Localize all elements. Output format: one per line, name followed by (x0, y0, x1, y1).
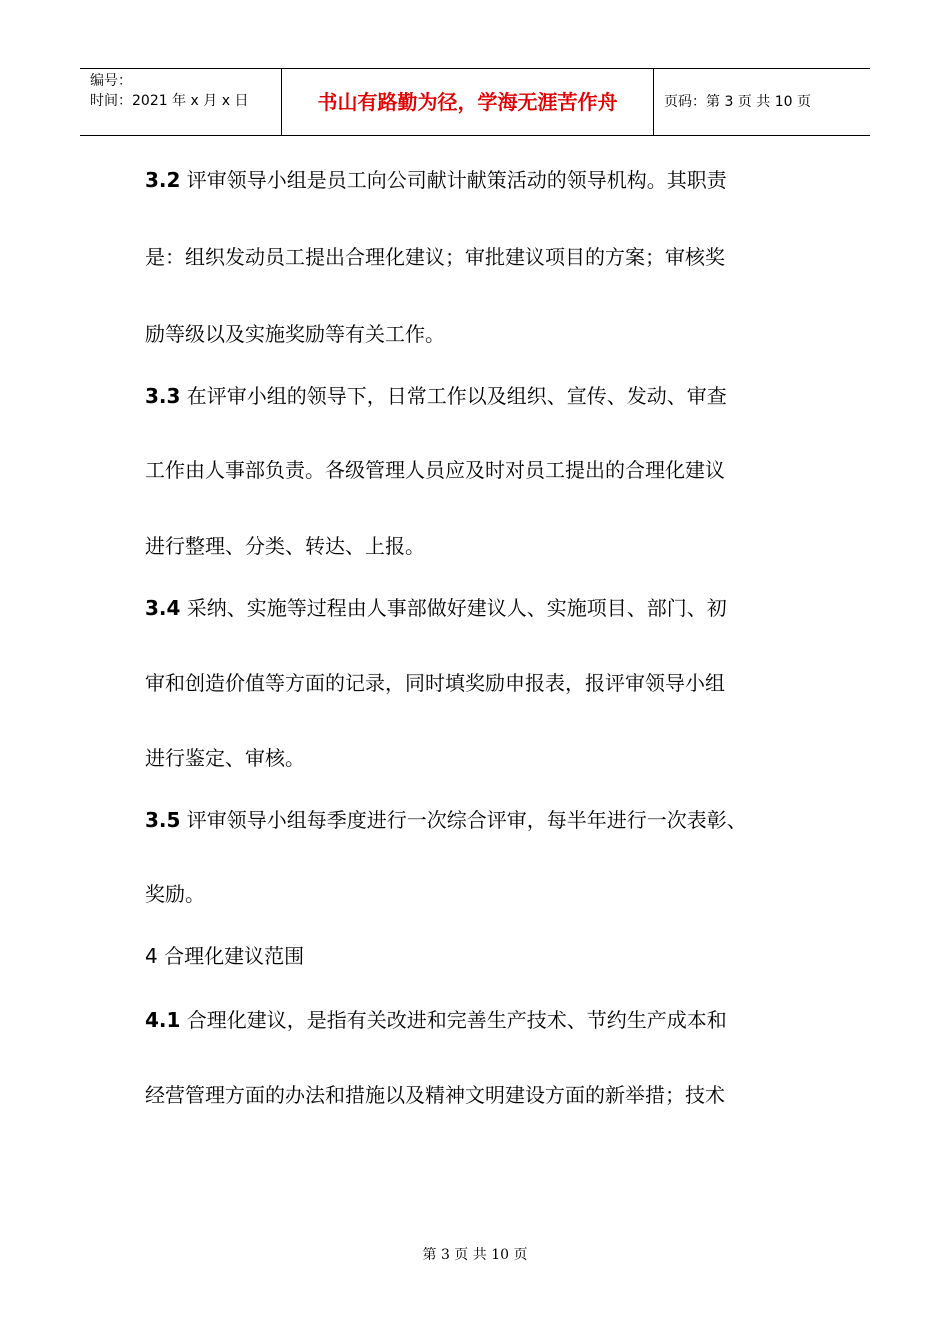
page-header (80, 68, 870, 136)
text-line: 进行鉴定、审核。 (145, 746, 305, 770)
text-line: 励等级以及实施奖励等有关工作。 (145, 322, 445, 346)
text-line: 3.2 评审领导小组是员工向公司献计献策活动的领导机构。其职责 (145, 168, 727, 192)
header-slogan: 书山有路勤为径，学海无涯苦作舟 (282, 69, 654, 135)
text-line: 经营管理方面的办法和措施以及精神文明建设方面的新举措；技术 (145, 1083, 725, 1107)
section-heading: 4 合理化建议范围 (145, 944, 305, 968)
header-meta (80, 69, 282, 135)
time-label: 时间：2021 年 x 月 x 日 (90, 93, 249, 109)
text-line: 3.4 采纳、实施等过程由人事部做好建议人、实施项目、部门、初 (145, 596, 727, 620)
text-line: 进行整理、分类、转达、上报。 (145, 534, 425, 558)
code-label: 编号： (90, 73, 132, 89)
header-page-info: 页码：第 3 页 共 10 页 (664, 94, 811, 110)
text-line: 工作由人事部负责。各级管理人员应及时对员工提出的合理化建议 (145, 458, 725, 482)
text-line: 4.1 合理化建议，是指有关改进和完善生产技术、节约生产成本和 (145, 1008, 727, 1032)
text-line: 3.3 在评审小组的领导下，日常工作以及组织、宣传、发动、审查 (145, 384, 727, 408)
text-line: 审和创造价值等方面的记录，同时填奖励申报表，报评审领导小组 (145, 671, 725, 695)
text-line: 3.5 评审领导小组每季度进行一次综合评审，每半年进行一次表彰、 (145, 808, 747, 832)
text-line: 奖励。 (145, 882, 205, 906)
page-footer: 第 3 页 共 10 页 (422, 1247, 528, 1263)
text-line: 是：组织发动员工提出合理化建议；审批建议项目的方案；审核奖 (145, 245, 725, 269)
